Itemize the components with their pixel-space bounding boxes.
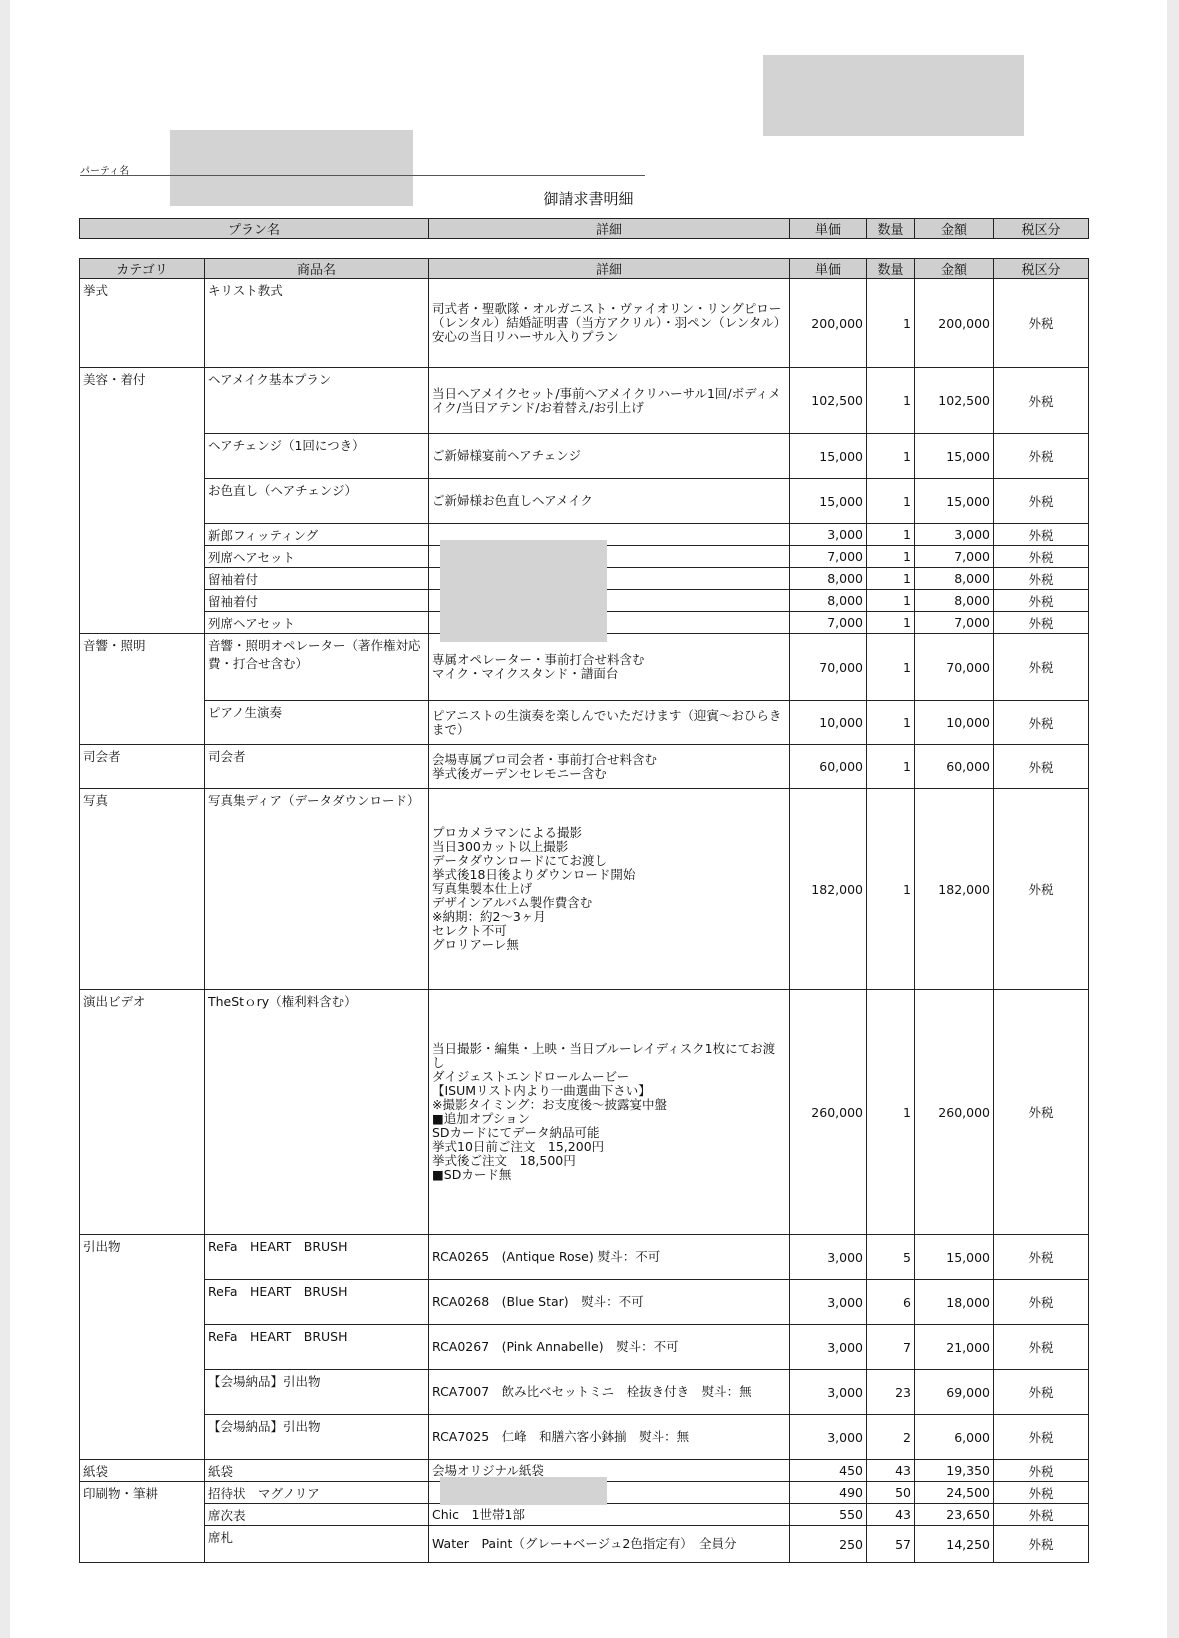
row-unit-price: 15,000 xyxy=(790,434,867,479)
document-title: 御請求書明細 xyxy=(543,190,634,208)
row-unit-price: 182,000 xyxy=(790,789,867,990)
row-product-name: 司会者 xyxy=(205,745,429,789)
row-tax-type: 外税 xyxy=(994,568,1089,590)
row-category: 司会者 xyxy=(80,745,205,789)
row-amount: 200,000 xyxy=(915,279,994,368)
row-unit-price: 3,000 xyxy=(790,1235,867,1280)
row-category xyxy=(80,590,205,612)
row-category xyxy=(80,546,205,568)
row-category xyxy=(80,1415,205,1460)
row-unit-price: 3,000 xyxy=(790,1280,867,1325)
row-product-name: ヘアチェンジ（1回につき） xyxy=(205,434,429,479)
row-product-name: TheStｏry（権利料含む） xyxy=(205,990,429,1235)
row-quantity: 1 xyxy=(867,524,915,546)
row-product-name: 音響・照明オペレーター（著作権対応費・打合せ含む） xyxy=(205,634,429,701)
row-detail: RCA0268 (Blue Star) 熨斗：不可 xyxy=(429,1280,790,1325)
row-product-name: 列席ヘアセット xyxy=(205,612,429,634)
row-tax-type: 外税 xyxy=(994,1460,1089,1482)
header-quantity: 数量 xyxy=(867,259,915,279)
row-quantity: 1 xyxy=(867,789,915,990)
row-category: 紙袋 xyxy=(80,1460,205,1482)
row-product-name: 写真集ディア（データダウンロード） xyxy=(205,789,429,990)
row-amount: 14,250 xyxy=(915,1526,994,1563)
row-tax-type: 外税 xyxy=(994,1482,1089,1504)
row-product-name: 【会場納品】引出物 xyxy=(205,1415,429,1460)
row-tax-type: 外税 xyxy=(994,368,1089,434)
header-amount: 金額 xyxy=(915,259,994,279)
row-detail: 専属オペレーター・事前打合せ料含む マイク・マイクスタンド・譜面台 xyxy=(429,634,790,701)
row-unit-price: 450 xyxy=(790,1460,867,1482)
row-quantity: 1 xyxy=(867,479,915,524)
row-tax-type: 外税 xyxy=(994,546,1089,568)
row-unit-price: 8,000 xyxy=(790,568,867,590)
row-product-name: 新郎フィッティング xyxy=(205,524,429,546)
row-amount: 70,000 xyxy=(915,634,994,701)
invoice-page xyxy=(10,0,1167,1638)
header-quantity: 数量 xyxy=(867,219,915,239)
row-amount: 7,000 xyxy=(915,612,994,634)
row-quantity: 43 xyxy=(867,1504,915,1526)
row-product-name: お色直し（ヘアチェンジ） xyxy=(205,479,429,524)
row-tax-type: 外税 xyxy=(994,279,1089,368)
table-row xyxy=(80,279,1089,368)
row-tax-type: 外税 xyxy=(994,1280,1089,1325)
row-category xyxy=(80,434,205,479)
row-amount: 18,000 xyxy=(915,1280,994,1325)
row-tax-type: 外税 xyxy=(994,524,1089,546)
table-row xyxy=(80,368,1089,434)
row-tax-type: 外税 xyxy=(994,612,1089,634)
row-quantity: 1 xyxy=(867,612,915,634)
row-quantity: 1 xyxy=(867,279,915,368)
row-quantity: 1 xyxy=(867,634,915,701)
row-tax-type: 外税 xyxy=(994,1504,1089,1526)
row-unit-price: 3,000 xyxy=(790,1325,867,1370)
row-quantity: 50 xyxy=(867,1482,915,1504)
header-detail: 詳細 xyxy=(429,219,790,239)
row-quantity: 1 xyxy=(867,568,915,590)
row-detail: ご新婦様宴前ヘアチェンジ xyxy=(429,434,790,479)
table-row xyxy=(80,1370,1089,1415)
row-tax-type: 外税 xyxy=(994,701,1089,745)
table-row xyxy=(80,434,1089,479)
row-detail: RCA7007 飲み比べセットミニ 栓抜き付き 熨斗：無 xyxy=(429,1370,790,1415)
row-unit-price: 260,000 xyxy=(790,990,867,1235)
row-product-name: 留袖着付 xyxy=(205,568,429,590)
row-tax-type: 外税 xyxy=(994,479,1089,524)
row-unit-price: 3,000 xyxy=(790,1415,867,1460)
table-row xyxy=(80,1235,1089,1280)
row-category: 引出物 xyxy=(80,1235,205,1280)
row-amount: 7,000 xyxy=(915,546,994,568)
row-quantity: 23 xyxy=(867,1370,915,1415)
row-tax-type: 外税 xyxy=(994,990,1089,1235)
row-product-name: 【会場納品】引出物 xyxy=(205,1370,429,1415)
row-amount: 69,000 xyxy=(915,1370,994,1415)
row-product-name: ReFa HEART BRUSH xyxy=(205,1235,429,1280)
row-tax-type: 外税 xyxy=(994,789,1089,990)
row-product-name: ReFa HEART BRUSH xyxy=(205,1325,429,1370)
row-category xyxy=(80,1325,205,1370)
row-product-name: ピアノ生演奏 xyxy=(205,701,429,745)
row-detail: ピアニストの生演奏を楽しんでいただけます（迎賓〜おひらきまで） xyxy=(429,701,790,745)
row-unit-price: 550 xyxy=(790,1504,867,1526)
row-amount: 10,000 xyxy=(915,701,994,745)
redacted-block-header xyxy=(763,55,1024,136)
row-category xyxy=(80,479,205,524)
row-quantity: 5 xyxy=(867,1235,915,1280)
row-product-name: 列席ヘアセット xyxy=(205,546,429,568)
row-category xyxy=(80,612,205,634)
row-amount: 15,000 xyxy=(915,479,994,524)
table-row xyxy=(80,1526,1089,1563)
header-tax-type: 税区分 xyxy=(994,219,1089,239)
row-product-name: キリスト教式 xyxy=(205,279,429,368)
table-row xyxy=(80,479,1089,524)
table-row xyxy=(80,1504,1089,1526)
row-unit-price: 200,000 xyxy=(790,279,867,368)
row-quantity: 1 xyxy=(867,590,915,612)
row-detail: RCA0265 (Antique Rose) 熨斗：不可 xyxy=(429,1235,790,1280)
header-tax-type: 税区分 xyxy=(994,259,1089,279)
row-product-name: 招待状 マグノリア xyxy=(205,1482,429,1504)
row-unit-price: 60,000 xyxy=(790,745,867,789)
row-category: 写真 xyxy=(80,789,205,990)
row-tax-type: 外税 xyxy=(994,634,1089,701)
redacted-block-invitation xyxy=(440,1477,607,1505)
row-quantity: 1 xyxy=(867,546,915,568)
row-amount: 60,000 xyxy=(915,745,994,789)
row-tax-type: 外税 xyxy=(994,434,1089,479)
row-tax-type: 外税 xyxy=(994,1526,1089,1563)
row-detail: RCA7025 仁峰 和膳六客小鉢揃 熨斗：無 xyxy=(429,1415,790,1460)
row-unit-price: 250 xyxy=(790,1526,867,1563)
row-detail: 当日ヘアメイクセット/事前ヘアメイクリハーサル1回/ボディメイク/当日アテンド/お着替え/お引上げ xyxy=(429,368,790,434)
row-category: 音響・照明 xyxy=(80,634,205,701)
row-amount: 8,000 xyxy=(915,568,994,590)
row-product-name: 留袖着付 xyxy=(205,590,429,612)
table-row xyxy=(80,789,1089,990)
table-row xyxy=(80,1415,1089,1460)
row-amount: 15,000 xyxy=(915,434,994,479)
row-category: 挙式 xyxy=(80,279,205,368)
row-unit-price: 3,000 xyxy=(790,1370,867,1415)
party-underline xyxy=(80,175,645,176)
header-unit-price: 単価 xyxy=(790,219,867,239)
row-detail: ご新婦様お色直しヘアメイク xyxy=(429,479,790,524)
row-unit-price: 7,000 xyxy=(790,546,867,568)
row-amount: 23,650 xyxy=(915,1504,994,1526)
row-category xyxy=(80,1526,205,1563)
header-detail: 詳細 xyxy=(429,259,790,279)
table-row xyxy=(80,990,1089,1235)
header-amount: 金額 xyxy=(915,219,994,239)
row-amount: 19,350 xyxy=(915,1460,994,1482)
table-row xyxy=(80,1325,1089,1370)
row-amount: 8,000 xyxy=(915,590,994,612)
items-body xyxy=(80,279,1089,1563)
row-quantity: 43 xyxy=(867,1460,915,1482)
row-product-name: 席札 xyxy=(205,1526,429,1563)
row-detail: プロカメラマンによる撮影 当日300カット以上撮影 データダウンロードにてお渡し 挙式後18日後よりダウンロード開始 写真集製本仕上げ デザインアルバム製作費含む ※納期：約2〜3ヶ月 セレクト不可 グロリアーレ無 xyxy=(429,789,790,990)
row-category: 演出ビデオ xyxy=(80,990,205,1235)
row-unit-price: 490 xyxy=(790,1482,867,1504)
row-product-name: 紙袋 xyxy=(205,1460,429,1482)
row-amount: 15,000 xyxy=(915,1235,994,1280)
row-unit-price: 102,500 xyxy=(790,368,867,434)
row-detail: RCA0267 (Pink Annabelle) 熨斗：不可 xyxy=(429,1325,790,1370)
row-quantity: 1 xyxy=(867,434,915,479)
row-product-name: ヘアメイク基本プラン xyxy=(205,368,429,434)
row-category xyxy=(80,1280,205,1325)
header-unit-price: 単価 xyxy=(790,259,867,279)
row-quantity: 2 xyxy=(867,1415,915,1460)
row-category: 印刷物・筆耕 xyxy=(80,1482,205,1504)
row-unit-price: 3,000 xyxy=(790,524,867,546)
row-category xyxy=(80,1504,205,1526)
table-row xyxy=(80,745,1089,789)
header-product-name: 商品名 xyxy=(205,259,429,279)
row-quantity: 1 xyxy=(867,368,915,434)
row-quantity: 6 xyxy=(867,1280,915,1325)
row-product-name: 席次表 xyxy=(205,1504,429,1526)
row-tax-type: 外税 xyxy=(994,1235,1089,1280)
row-amount: 6,000 xyxy=(915,1415,994,1460)
row-detail: 司式者・聖歌隊・オルガニスト・ヴァイオリン・リングピロー（レンタル）結婚証明書（当方アクリル）・羽ペン（レンタル）安心の当日リハーサル入りプラン xyxy=(429,279,790,368)
row-detail: 会場専属プロ司会者・事前打合せ料含む 挙式後ガーデンセレモニー含む xyxy=(429,745,790,789)
row-quantity: 7 xyxy=(867,1325,915,1370)
row-detail: 当日撮影・編集・上映・当日ブルーレイディスク1枚にてお渡し ダイジェストエンドロールムービー 【ISUMリスト内より一曲選曲下さい】 ※撮影タイミング：お支度後〜披露宴中盤 ■追加オプション SDカードにてデータ納品可能 挙式10日前ご注文 15,200円 挙式後ご注文 18,500円 ■SDカード無 xyxy=(429,990,790,1235)
row-category xyxy=(80,701,205,745)
row-tax-type: 外税 xyxy=(994,745,1089,789)
table-row xyxy=(80,634,1089,701)
row-quantity: 1 xyxy=(867,745,915,789)
row-amount: 24,500 xyxy=(915,1482,994,1504)
row-amount: 260,000 xyxy=(915,990,994,1235)
header-category: カテゴリ xyxy=(80,259,205,279)
row-product-name: ReFa HEART BRUSH xyxy=(205,1280,429,1325)
table-row xyxy=(80,1280,1089,1325)
row-unit-price: 10,000 xyxy=(790,701,867,745)
row-unit-price: 70,000 xyxy=(790,634,867,701)
items-table xyxy=(79,258,1089,1563)
row-detail: Chic 1世帯1部 xyxy=(429,1504,790,1526)
row-quantity: 1 xyxy=(867,701,915,745)
row-unit-price: 15,000 xyxy=(790,479,867,524)
table-row xyxy=(80,701,1089,745)
row-amount: 102,500 xyxy=(915,368,994,434)
row-tax-type: 外税 xyxy=(994,1325,1089,1370)
party-label: パーティ名 xyxy=(80,166,130,177)
row-category: 美容・着付 xyxy=(80,368,205,434)
row-unit-price: 7,000 xyxy=(790,612,867,634)
row-category xyxy=(80,524,205,546)
row-category xyxy=(80,1370,205,1415)
row-tax-type: 外税 xyxy=(994,590,1089,612)
header-plan-name: プラン名 xyxy=(80,219,429,239)
row-quantity: 1 xyxy=(867,990,915,1235)
row-amount: 3,000 xyxy=(915,524,994,546)
row-unit-price: 8,000 xyxy=(790,590,867,612)
row-tax-type: 外税 xyxy=(994,1370,1089,1415)
row-detail: 会場オリジナル紙袋 xyxy=(429,1460,790,1482)
row-detail: Water Paint（グレー+ベージュ2色指定有） 全員分 xyxy=(429,1526,790,1563)
row-tax-type: 外税 xyxy=(994,1415,1089,1460)
redacted-block-details xyxy=(440,540,607,642)
plan-header-table xyxy=(79,218,1089,239)
row-quantity: 57 xyxy=(867,1526,915,1563)
row-amount: 182,000 xyxy=(915,789,994,990)
row-amount: 21,000 xyxy=(915,1325,994,1370)
row-category xyxy=(80,568,205,590)
